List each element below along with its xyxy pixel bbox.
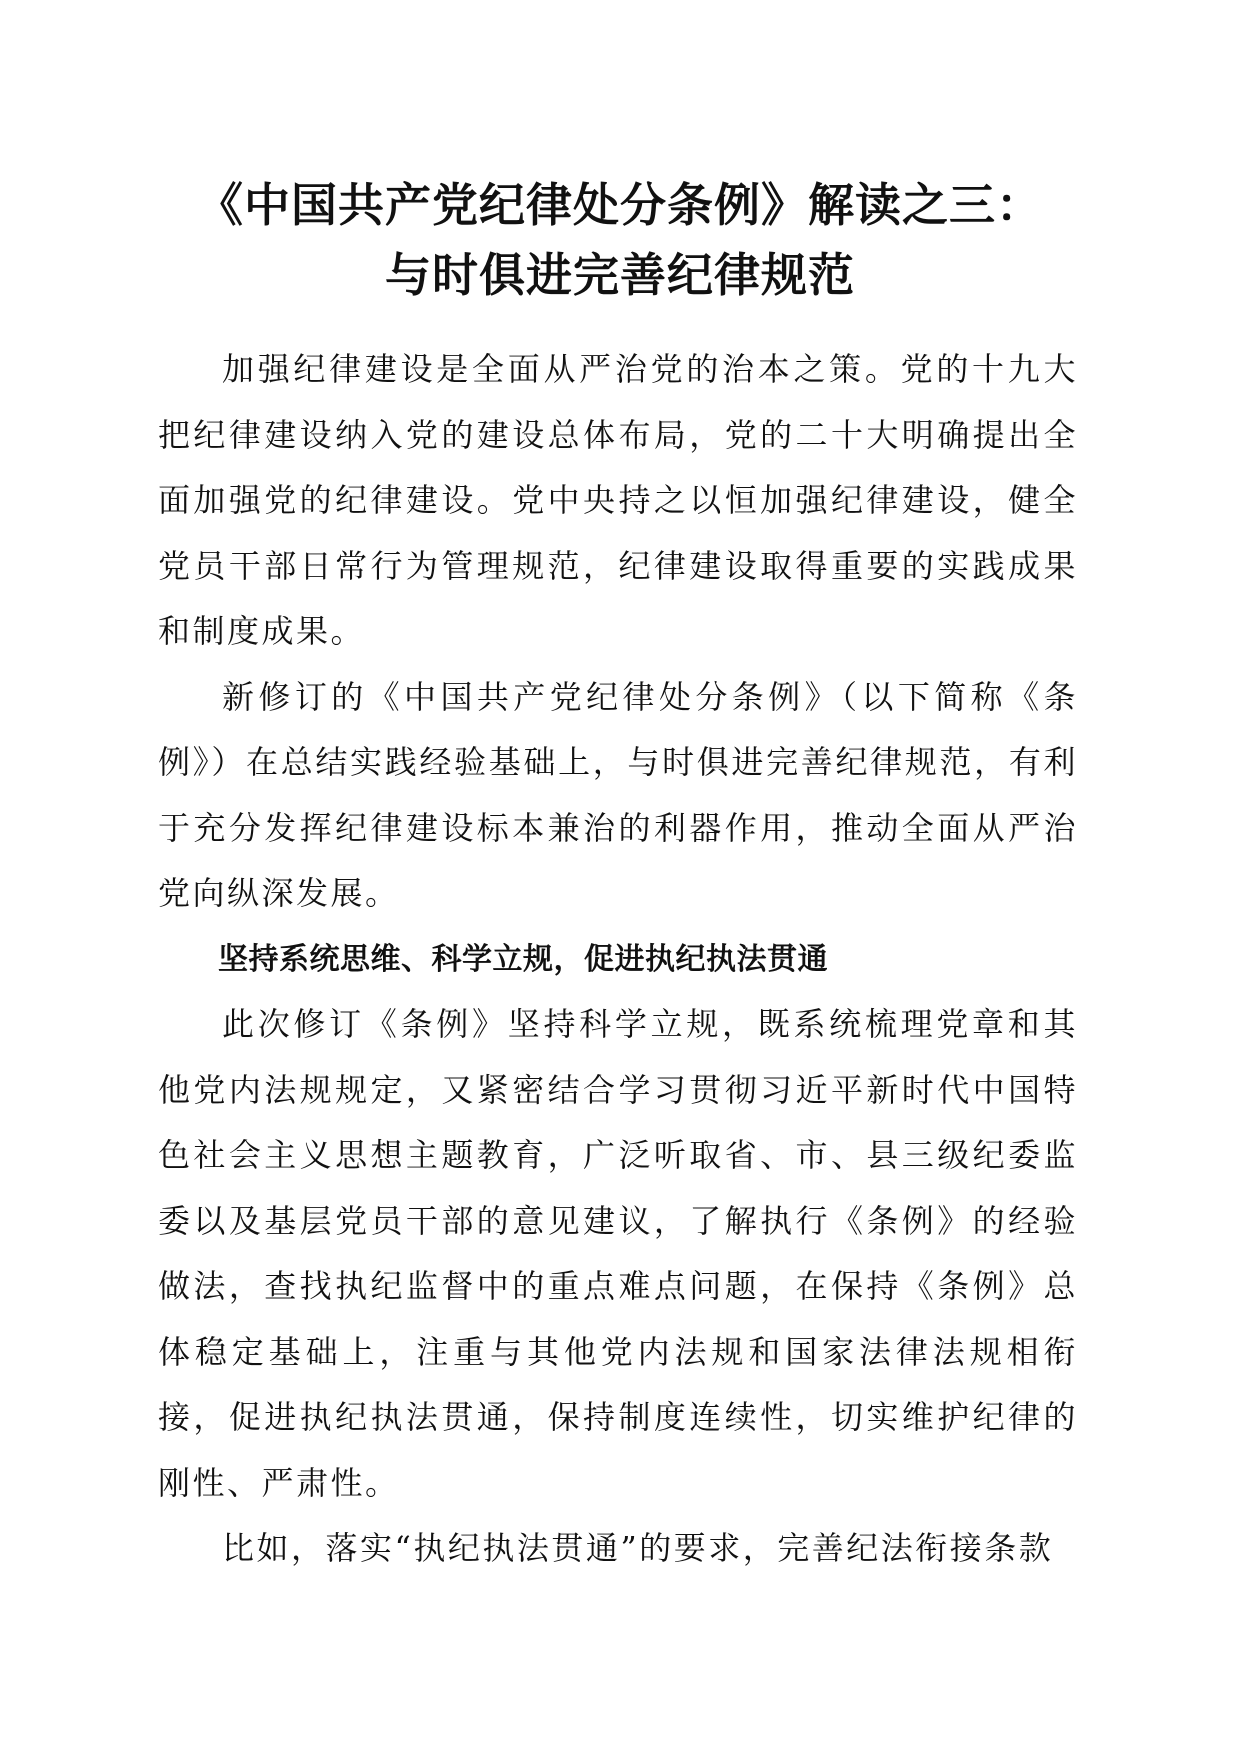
document-title-line-1: 《中国共产党纪律处分条例》解读之三： xyxy=(197,178,1043,232)
document-body xyxy=(158,337,1078,1582)
paragraph-1: 加强纪律建设是全面从严治党的治本之策。党的十九大把纪律建设纳入党的建设总体布局，党的二十大明确提出全面加强党的纪律建设。党中央持之以恒加强纪律建设，健全党员干部日常行为管理规范，纪律建设取得重要的实践成果和制度成果。 xyxy=(158,350,1078,650)
section-paragraph-1: 此次修订《条例》坚持科学立规，既系统梳理党章和其他党内法规规定，又紧密结合学习贯彻习近平新时代中国特色社会主义思想主题教育，广泛听取省、市、县三级纪委监委以及基层党员干部的意见建议，了解执行《条例》的经验做法，查找执纪监督中的重点难点问题，在保持《条例》总体稳定基础上，注重与其他党内法规和国家法律法规相衔接，促进执纪执法贯通，保持制度连续性，切实维护纪律的刚性、严肃性。 xyxy=(158,1005,1078,1502)
paragraph-2: 新修订的《中国共产党纪律处分条例》（以下简称《条例》）在总结实践经验基础上，与时俱进完善纪律规范，有利于充分发挥纪律建设标本兼治的利器作用，推动全面从严治党向纵深发展。 xyxy=(158,677,1078,912)
section-heading: 坚持系统思维、科学立规，促进执纪执法贯通 xyxy=(218,941,828,977)
document-title-line-2: 与时俱进完善纪律规范 xyxy=(385,248,855,302)
section-paragraph-2: 比如，落实“执纪执法贯通”的要求，完善纪法衔接条款 xyxy=(222,1529,1054,1567)
